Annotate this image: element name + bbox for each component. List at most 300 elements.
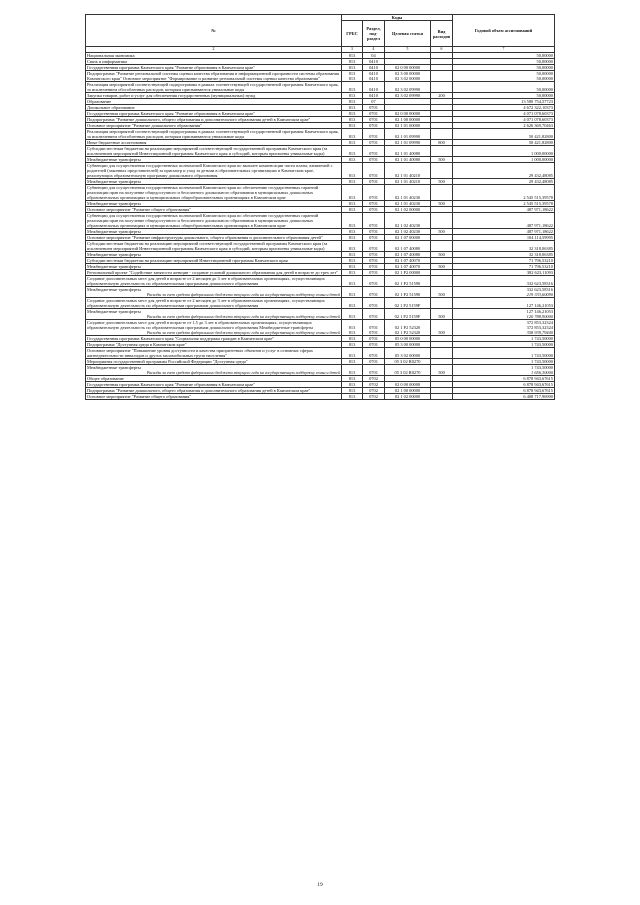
row-expense-type-text: 500 — [438, 291, 445, 297]
row-razdel — [363, 81, 385, 92]
row-note-amount: 219 333,60090 — [526, 291, 553, 297]
row-expense-type-text: 500 — [438, 313, 445, 319]
row-razdel-text: 0701 — [369, 251, 378, 257]
row-razdel-text: 0701 — [369, 194, 378, 200]
row-amount — [453, 162, 555, 178]
row-amount-text: 6 878 943,67615 — [523, 375, 553, 381]
row-name — [86, 275, 342, 286]
row-target-article-text: 02 1 07 40070 — [394, 263, 421, 269]
row-target-article-text: 02 1 01 00000 — [394, 122, 421, 128]
row-razdel-text: 0410 — [369, 58, 378, 64]
row-name-text: Национальная экономика — [87, 52, 135, 58]
row-name-text: Государственная программа Камчатского края "Развитие образования в Камчатском крае" — [87, 381, 256, 387]
row-name-text: Субсидии местным бюджетам на реализацию мероприятий Инвестиционной программы Камчатского края — [87, 257, 288, 263]
row-expense-type — [431, 308, 453, 319]
row-name — [86, 347, 342, 358]
row-amount-text: 4 071 078,60373 — [523, 110, 553, 116]
row-name-text: Иные бюджетные ассигнования — [87, 139, 147, 145]
row-grbs-text: 813 — [348, 234, 356, 240]
row-note-amount: 1 656,30000 — [531, 369, 553, 375]
row-razdel — [363, 319, 385, 335]
row-razdel — [363, 393, 385, 399]
row-name-text: Межбюджетные трансферты — [87, 263, 141, 269]
column-number: 7 — [453, 47, 555, 53]
row-razdel — [363, 162, 385, 178]
row-expense-type — [431, 319, 453, 335]
row-amount-text: 50,00000 — [536, 86, 553, 92]
row-name — [86, 308, 342, 319]
row-name-text: Межбюджетные трансферты — [87, 178, 141, 184]
row-razdel-text: 0701 — [369, 257, 378, 263]
row-target-article — [385, 275, 431, 286]
row-name-text: Межбюджетные трансферты — [87, 364, 141, 370]
row-amount-text: 127 146,21053 — [526, 308, 553, 314]
row-note: Расходы за счет средств федерального бюджета текущего года на государственную поддержку семьи и детей — [146, 313, 340, 319]
row-name-text: Субвенции для осуществления государственных полномочий Камчатского края по выплате компенсации части платы, взимаемой с родителей (законных представителей) за присмотр и уход за детьми в образовательных организациях в Камчатском крае, реализующих образовательную программу дошкольного образования — [87, 162, 333, 178]
row-razdel-text: 0701 0701 — [369, 324, 378, 335]
table-row — [86, 162, 555, 178]
table-body — [86, 52, 555, 399]
row-expense-type — [431, 70, 453, 81]
row-note-amount: 120 788,90000 — [526, 313, 553, 319]
row-razdel-text: 0701 — [369, 122, 378, 128]
row-target-article-text: 02 1 07 00000 — [394, 234, 421, 240]
row-name-text: Межбюджетные трансферты — [87, 200, 141, 206]
row-name-text: Создание дополнительных мест для детей в возрасте от 2 месяцев до 3 лет в образовательных организациях, осуществляющих образовательную деятельность по образовательным программам дошкольного образования — [87, 297, 325, 308]
row-expense-type-text: 500 — [438, 228, 445, 234]
row-grbs-text: 813 — [348, 335, 356, 341]
row-amount-text: 332 623,58316 — [526, 286, 553, 292]
row-target-article-text: 02 1 P2 5159F — [394, 302, 421, 308]
row-target-article-text: 02 1 07 40080 — [394, 251, 421, 257]
row-amount-text: 1 743,50000 — [531, 352, 553, 358]
row-razdel-text: 0410 — [369, 64, 378, 70]
header-codes: Коды — [342, 15, 453, 21]
row-expense-type-text: 500 — [438, 178, 445, 184]
row-name-text: Межбюджетные трансферты — [87, 308, 141, 314]
row-amount-text: 1 743,50000 — [531, 335, 553, 341]
table-row — [86, 393, 555, 399]
row-amount-text: 32 318,06385 — [528, 245, 553, 251]
table-row — [86, 70, 555, 81]
row-razdel — [363, 240, 385, 251]
row-expense-type — [431, 286, 453, 297]
row-amount — [453, 240, 555, 251]
row-grbs-text: 813 — [348, 178, 356, 184]
row-name-text: Реализация мероприятий соответствующей подпрограммы в рамках соответствующей государственной программы Камчатского края, за исключением обособленных расходов, которым присваиваются уникальные коды — [87, 128, 339, 139]
row-grbs — [342, 240, 363, 251]
row-expense-type-text: 500 — [438, 156, 445, 162]
row-amount — [453, 319, 555, 335]
row-name-text: Основное мероприятие "Развитие общего образования" — [87, 206, 192, 212]
row-target-article — [385, 184, 431, 200]
row-name — [86, 286, 342, 297]
row-name — [86, 387, 342, 393]
row-amount — [453, 145, 555, 156]
table-row — [86, 275, 555, 286]
row-grbs-text: 813 — [348, 150, 356, 156]
row-name — [86, 145, 342, 156]
row-target-article — [385, 240, 431, 251]
page-number: 19 — [317, 882, 323, 888]
row-razdel-text: 0701 — [369, 222, 378, 228]
table-row — [86, 319, 555, 335]
table-row — [86, 212, 555, 228]
row-target-article-text: 02 1 07 40070 — [394, 257, 421, 263]
row-expense-type-text: 500 — [438, 369, 445, 375]
row-target-article — [385, 145, 431, 156]
row-target-article-text: 02 1 02 40230 — [394, 228, 421, 234]
row-expense-type — [431, 212, 453, 228]
row-target-article-text: 02 1 P2 51590 — [394, 291, 421, 297]
row-grbs-text: 813 — [348, 92, 356, 98]
row-amount-text: 50,00000 — [536, 64, 553, 70]
row-name-text: Общее образование — [87, 375, 124, 381]
row-amount — [453, 393, 555, 399]
row-razdel-text: 0701 — [369, 172, 378, 178]
column-number: 3 — [342, 47, 363, 53]
row-name-text: Межбюджетные трансферты — [87, 228, 141, 234]
row-amount-text: 50,00000 50,00000 — [536, 70, 553, 81]
row-grbs — [342, 162, 363, 178]
table-row — [86, 145, 555, 156]
row-name-text: Субсидии местным бюджетам на реализацию мероприятий соответствующей государственной программы Камчатского края (за исключением мероприятий Инвестиционной программы Камчатского края и субсидий, которым присвоены уникальные коды) — [87, 145, 328, 156]
row-grbs — [342, 81, 363, 92]
row-target-article-text: 02 1 P2 5159F — [394, 313, 421, 319]
row-grbs — [342, 128, 363, 139]
row-target-article — [385, 286, 431, 297]
row-razdel — [363, 145, 385, 156]
row-amount — [453, 184, 555, 200]
row-razdel-text: 0410 — [369, 92, 378, 98]
row-razdel-text: 0702 — [369, 375, 378, 381]
row-grbs — [342, 184, 363, 200]
row-expense-type-text: 200 — [438, 92, 445, 98]
row-razdel-text: 0701 — [369, 156, 378, 162]
row-grbs — [342, 364, 363, 375]
row-name-text: Реализация мероприятий соответствующей подпрограммы в рамках соответствующей государственной программы Камчатского края, за исключением обособленных расходов, которым присваиваются уникальные коды — [87, 81, 339, 92]
row-expense-type-text: 800 — [438, 139, 445, 145]
row-razdel-text: 0701 — [369, 178, 378, 184]
row-note: Расходы за счет средств федерального бюджета текущего года на государственную поддержку семьи и детей — [146, 369, 340, 375]
row-razdel-text: 0701 — [369, 206, 378, 212]
row-target-article-text: 02 1 P2 52320 02 1 P2 52320 — [394, 324, 421, 335]
row-name-text: Субсидии местным бюджетам на реализацию мероприятий соответствующей государственной программы Камчатского края (за исключением мероприятий Инвестиционной программы Камчатского края и субсидий, которым присвоены уникальные коды) — [87, 240, 328, 251]
row-target-article-text: 02 1 02 40230 — [394, 222, 421, 228]
row-grbs-text: 813 813 — [348, 324, 356, 335]
row-amount-text: 2 626 369,70463 — [523, 122, 553, 128]
row-target-article-text: 02 1 02 00000 — [394, 393, 421, 399]
row-razdel-text: 0702 — [369, 387, 378, 393]
row-expense-type-text: 500 — [438, 263, 445, 269]
row-grbs — [342, 70, 363, 81]
row-expense-type — [431, 240, 453, 251]
row-amount-text: 6 878 943,67615 — [523, 381, 553, 387]
table-row — [86, 81, 555, 92]
row-target-article-text: 02 1 01 09990 — [394, 133, 421, 139]
row-razdel — [363, 347, 385, 358]
row-expense-type — [431, 81, 453, 92]
row-expense-type-text: 500 — [438, 200, 445, 206]
row-grbs-text: 813 — [348, 381, 356, 387]
table-row — [86, 308, 555, 319]
row-name-text: Образование — [87, 98, 112, 104]
row-razdel-text: 0701 — [369, 139, 378, 145]
row-amount — [453, 275, 555, 286]
row-grbs-text: 813 — [348, 172, 356, 178]
row-name-text: Субвенции для осуществления государственных полномочий Камчатского края по обеспечению государственных гарантий реализации прав на получение общедоступного и бесплатного дошкольного образования в муниципальных дошкольных образовательных организациях и муниципальных общеобразовательных организациях в Камчатском крае — [87, 184, 319, 200]
row-razdel — [363, 275, 385, 286]
row-amount-text: 2 545 515,39578 — [523, 194, 553, 200]
row-name-text: Основное мероприятие "Развитие дошкольного образования" — [87, 122, 202, 128]
row-grbs-text: 813 — [348, 104, 356, 110]
row-target-article — [385, 297, 431, 308]
row-name — [86, 212, 342, 228]
row-grbs-text: 813 — [348, 341, 356, 347]
row-amount — [453, 70, 555, 81]
table-row — [86, 286, 555, 297]
row-grbs-text: 813 — [348, 206, 356, 212]
row-name-text: Основное мероприятие "Повышение уровня доступности и качества приоритетных объектов и услуг в основных сферах жизнедеятельности инвалидов и других маломобильных групп населения" — [87, 347, 313, 358]
row-razdel-text: 0701 — [369, 245, 378, 251]
row-grbs-text: 813 — [348, 116, 356, 122]
row-amount-text: 71 796,53210 — [528, 263, 553, 269]
row-razdel-text: 0701 — [369, 133, 378, 139]
row-target-article-text: 02 1 P2 00000 — [394, 269, 421, 275]
row-grbs-text: 813 — [348, 156, 356, 162]
row-razdel-text: 0702 — [369, 381, 378, 387]
row-amount-text: 1 743,50000 — [531, 358, 553, 364]
row-grbs-text: 813 — [348, 393, 356, 399]
row-grbs-text: 813 — [348, 194, 356, 200]
row-target-article-text: 02 0 00 00000 — [394, 110, 421, 116]
row-target-article-text: 02 1 01 40080 — [394, 156, 421, 162]
row-expense-type — [431, 184, 453, 200]
row-grbs-text: 813 — [348, 86, 356, 92]
row-razdel-text: 0701 — [369, 335, 378, 341]
row-amount — [453, 81, 555, 92]
row-amount-text: 332 623,58316 — [526, 280, 553, 286]
row-target-article-text: 02 1 01 09990 — [394, 139, 421, 145]
row-target-article — [385, 319, 431, 335]
row-name-text: Государственная программа Камчатского края "Социальная поддержка граждан в Камчатском крае" — [87, 335, 275, 341]
row-target-article — [385, 393, 431, 399]
row-amount-text: 1 000,00000 — [531, 156, 553, 162]
row-target-article — [385, 162, 431, 178]
row-target-article-text: 02 3 02 09990 — [394, 92, 421, 98]
row-grbs-text: 813 — [348, 291, 356, 297]
row-amount-text: 6 408 717,96900 — [523, 393, 553, 399]
row-amount-text: 4 071 078,60373 — [523, 116, 553, 122]
row-grbs-text: 813 — [348, 245, 356, 251]
row-target-article — [385, 128, 431, 139]
row-name-text: Создание дополнительных мест для детей в возрасте от 2 месяцев до 3 лет в образовательных организациях, осуществляющих образовательную деятельность по образовательным программам дошкольного образования — [87, 275, 325, 286]
row-razdel — [363, 286, 385, 297]
row-razdel-text: 0701 — [369, 104, 378, 110]
row-name-text: Мероприятия государственной программы Российской Федерации "Доступная среда" — [87, 358, 248, 364]
row-name-text: Межбюджетные трансферты — [87, 156, 141, 162]
row-amount-text: 50,00000 — [536, 52, 553, 58]
column-number: 5 — [385, 47, 431, 53]
row-grbs — [342, 308, 363, 319]
row-name-text: Связь и информатика — [87, 58, 127, 64]
row-razdel-text: 0701 — [369, 358, 378, 364]
row-amount — [453, 347, 555, 358]
row-name-text: Подпрограмма "Развитие региональной системы оценки качества образования и информационной прозрачности системы образования Камчатского края" Основное мероприятие "Формирование и развитие региональной системы оценки качества образования" — [87, 70, 340, 81]
row-grbs — [342, 275, 363, 286]
row-name-text: Государственная программа Камчатского края "Развитие образования в Камчатском крае" — [87, 110, 256, 116]
row-amount-text: 71 796,53210 — [528, 257, 553, 263]
row-amount-text: 127 146,21053 — [526, 302, 553, 308]
row-grbs-text: 813 — [348, 58, 356, 64]
row-grbs — [342, 286, 363, 297]
row-razdel-text: 0701 — [369, 110, 378, 116]
row-name — [86, 162, 342, 178]
row-name-text: Дошкольное образование — [87, 104, 135, 110]
row-amount-text: 29 432,48085 — [528, 172, 553, 178]
row-grbs-text: 813 — [348, 222, 356, 228]
row-amount-text: 382 623,11093 — [526, 269, 553, 275]
row-grbs-text: 813 — [348, 387, 356, 393]
row-name — [86, 128, 342, 139]
row-razdel-text: 0701 — [369, 150, 378, 156]
row-amount — [453, 308, 555, 319]
row-target-article-text: 02 0 00 00000 — [394, 64, 421, 70]
row-expense-type — [431, 297, 453, 308]
row-amount-text: 13 580 754,57723 — [521, 98, 553, 104]
header-razdel: Раздел, под-раздел — [363, 21, 385, 47]
row-name — [86, 269, 342, 275]
row-grbs-text: 813 — [348, 269, 356, 275]
row-grbs-text: 813 — [348, 375, 356, 381]
row-grbs-text: 813 — [348, 302, 356, 308]
row-target-article-text: 05 3 00 00000 — [394, 341, 421, 347]
row-target-article-text: 02 0 00 00000 — [394, 381, 421, 387]
table-header — [86, 15, 555, 53]
row-razdel-text: 0701 — [369, 291, 378, 297]
row-target-article — [385, 308, 431, 319]
row-razdel — [363, 212, 385, 228]
row-target-article-text: 02 1 01 40210 — [394, 172, 421, 178]
row-amount — [453, 212, 555, 228]
row-target-article-text: 02 3 00 00000 02 3 02 00000 — [394, 70, 421, 81]
row-expense-type-text: 500 — [438, 329, 445, 335]
row-note: Расходы за счет средств федерального бюджета текущего года на государственную поддержку семьи и детей — [146, 329, 340, 335]
row-note-amount: 358 939,79440 — [526, 329, 553, 335]
row-razdel-text: 07 — [371, 98, 376, 104]
table-row — [86, 347, 555, 358]
row-amount — [453, 364, 555, 375]
row-name — [86, 184, 342, 200]
row-amount-text: 2 545 515,39578 — [523, 200, 553, 206]
row-razdel-text: 0701 — [369, 302, 378, 308]
row-grbs-text: 813 — [348, 122, 356, 128]
row-expense-type — [431, 364, 453, 375]
table-row — [86, 297, 555, 308]
row-name-text: Основное мероприятие "Развитие общего образования" — [87, 393, 192, 399]
header-expense-type: Вид расходов — [431, 21, 453, 47]
row-grbs — [342, 297, 363, 308]
table-row — [86, 184, 555, 200]
row-amount-text: 29 432,48085 — [528, 178, 553, 184]
table-row — [86, 364, 555, 375]
row-amount-text: 487 971,18622 — [526, 206, 553, 212]
row-razdel-text: 0701 — [369, 234, 378, 240]
row-amount-text: 50 421,82800 — [528, 139, 553, 145]
row-amount-text: 487 971,18622 — [526, 222, 553, 228]
row-expense-type — [431, 128, 453, 139]
row-grbs-text: 813 — [348, 313, 356, 319]
row-razdel-text: 0701 — [369, 369, 378, 375]
row-name-text: Межбюджетные трансферты — [87, 251, 141, 257]
row-amount-text: 104 114,59995 — [526, 234, 553, 240]
row-target-article — [385, 212, 431, 228]
row-razdel-text: 0701 — [369, 200, 378, 206]
row-amount-text: 4 672 322,10373 — [523, 104, 553, 110]
row-grbs-text: 813 — [348, 251, 356, 257]
row-grbs-text: 813 — [348, 280, 356, 286]
row-name — [86, 240, 342, 251]
row-target-article-text: 02 1 02 00000 — [394, 206, 421, 212]
row-target-article-text: 02 1 01 40230 — [394, 194, 421, 200]
row-name — [86, 297, 342, 308]
row-razdel — [363, 308, 385, 319]
row-name — [86, 364, 342, 375]
row-grbs — [342, 347, 363, 358]
row-razdel-text: 0701 — [369, 228, 378, 234]
row-grbs-text: 813 — [348, 98, 356, 104]
row-target-article-text: 05 3 02 R0270 — [394, 369, 421, 375]
row-amount — [453, 297, 555, 308]
row-name-text: Основное мероприятие "Развитие инфраструктуры дошкольного, общего образования и дополнительного образования детей" — [87, 234, 323, 240]
row-expense-type — [431, 145, 453, 156]
row-target-article — [385, 364, 431, 375]
row-razdel-text: 0701 — [369, 341, 378, 347]
row-note: Расходы за счет средств федерального бюджета текущего года на государственную поддержку семьи и детей — [146, 291, 340, 297]
header-number: № — [86, 15, 342, 47]
row-name — [86, 319, 342, 335]
row-razdel-text: 0702 — [369, 393, 378, 399]
column-number: 4 — [363, 47, 385, 53]
row-expense-type — [431, 393, 453, 399]
budget-table — [85, 14, 555, 400]
row-grbs-text: 813 — [348, 139, 356, 145]
row-amount-text: 1 743,50000 — [531, 341, 553, 347]
row-target-article-text: 02 1 00 00000 — [394, 116, 421, 122]
row-grbs-text: 813 — [348, 358, 356, 364]
row-amount-text: 32 318,06385 — [528, 251, 553, 257]
row-grbs — [342, 393, 363, 399]
row-grbs-text: 813 813 — [348, 70, 356, 81]
row-name-text: Закупка товаров, работ и услуг для обеспечения государственных (муниципальных) нужд — [87, 92, 256, 98]
row-amount-text: 372 853,32324 372 853,32324 — [526, 319, 553, 330]
row-grbs-text: 813 — [348, 110, 356, 116]
row-target-article-text: 02 1 01 40230 — [394, 200, 421, 206]
row-grbs-text: 813 — [348, 52, 356, 58]
row-grbs-text: 813 — [348, 228, 356, 234]
row-amount-text: 6 878 943,67615 — [523, 387, 553, 393]
row-grbs-text: 813 — [348, 352, 356, 358]
row-amount-text: 50 421,82800 — [528, 133, 553, 139]
row-razdel — [363, 364, 385, 375]
row-expense-type — [431, 275, 453, 286]
row-grbs-text: 813 — [348, 369, 356, 375]
row-expense-type-text: 500 — [438, 251, 445, 257]
row-name-text: Создание дополнительных мест для детей в возрасте от 1,5 до 3 лет в образовательных организациях, осуществляющих образовательную деятельность по образовательным программам дошкольного образования Межбюджетные трансферты — [87, 319, 314, 330]
row-razdel — [363, 128, 385, 139]
row-name — [86, 70, 342, 81]
row-razdel-text: 0701 — [369, 269, 378, 275]
